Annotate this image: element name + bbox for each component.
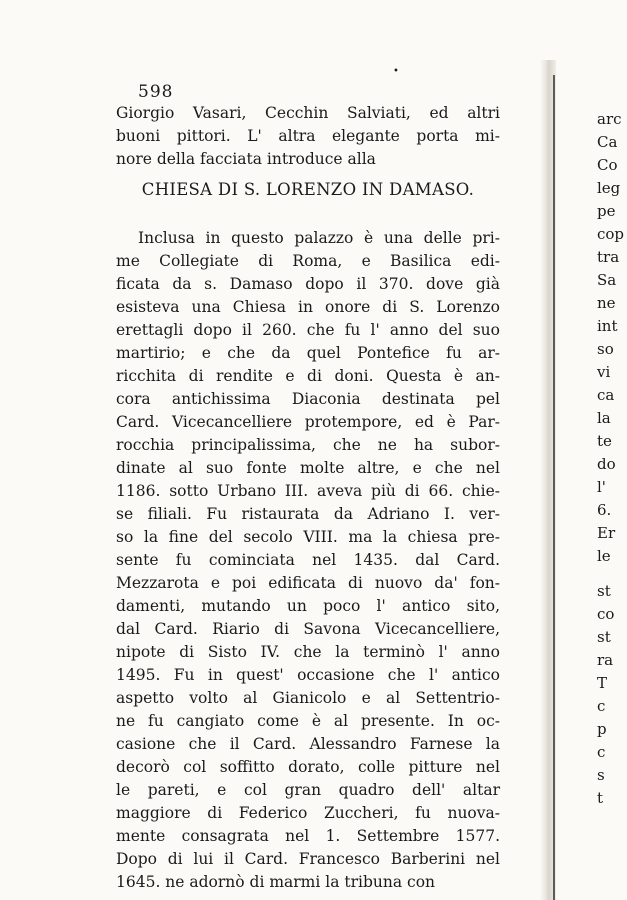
text-line: rocchia principalissima, che ne ha subor- [116, 436, 500, 454]
facing-fragment: st [597, 628, 611, 646]
text-line: Dopo di lui il Card. Francesco Barberini nel [116, 850, 500, 868]
text-line: maggiore di Federico Zuccheri, fu nuova- [116, 804, 500, 822]
facing-fragment: Er [597, 524, 616, 542]
text-line: se filiali. Fu ristaurata da Adriano I. ver- [116, 505, 500, 523]
text-line: sente fu cominciata nel 1435. dal Card. [116, 551, 500, 569]
page-fold-line [553, 75, 555, 900]
facing-fragment: leg [597, 179, 621, 197]
opening-paragraph [116, 102, 500, 171]
facing-fragment: so [597, 340, 614, 358]
facing-fragment: Ca [597, 133, 618, 151]
text-line: Inclusa in questo palazzo è una delle pri- [138, 229, 500, 247]
facing-page-fragments-top [597, 108, 627, 568]
facing-fragment: t [597, 789, 604, 807]
facing-fragment: 6. [597, 501, 612, 519]
text-line: erettagli dopo il 260. che fu l' anno del suo [116, 321, 500, 339]
text-line: nipote di Sisto IV. che la terminò l' anno [116, 643, 500, 661]
facing-fragment: Co [597, 156, 618, 174]
text-line: Mezzarota e poi edificata di nuovo da' fon- [116, 574, 500, 592]
text-line: 1645. ne adornò di marmi la tribuna con [116, 873, 436, 891]
facing-fragment: Sa [597, 271, 617, 289]
text-line: 1495. Fu in quest' occasione che l' antico [116, 666, 500, 684]
facing-fragment: c [597, 697, 606, 715]
facing-fragment: tra [597, 248, 620, 266]
text-line: ficata da s. Damaso dopo il 370. dove già [116, 275, 500, 293]
text-line: esisteva una Chiesa in onore di S. Lorenzo [116, 298, 500, 316]
facing-fragment: vi [597, 363, 611, 381]
section-heading: CHIESA DI S. LORENZO IN DAMASO. [141, 180, 475, 199]
facing-fragment: le [597, 547, 611, 565]
facing-fragment: ca [597, 386, 615, 404]
text-line: decorò col soffitto dorato, colle pitture nel [116, 758, 500, 776]
facing-fragment: int [597, 317, 618, 335]
facing-fragment: arc [597, 110, 622, 128]
facing-fragment: te [597, 432, 612, 450]
facing-fragment: ra [597, 651, 614, 669]
facing-fragment: la [597, 409, 611, 427]
text-line: mente consagrata nel 1. Settembre 1577. [116, 827, 500, 845]
text-line: dinate al suo fonte molte altre, e che nel [116, 459, 500, 477]
text-line: cora antichissima Diaconia destinata pel [116, 390, 500, 408]
text-line: buoni pittori. L' altra elegante porta mi- [116, 127, 500, 145]
text-line: martirio; e che da quel Pontefice fu ar- [116, 344, 500, 362]
facing-page-fragments-bottom [597, 580, 627, 810]
facing-fragment: T [597, 674, 608, 692]
text-line: Card. Vicecancelliere protempore, ed è Par- [116, 413, 500, 431]
facing-fragment: l' [597, 478, 606, 496]
facing-fragment: c [597, 743, 606, 761]
text-line: nore della facciata introduce alla [116, 150, 376, 168]
text-line: casione che il Card. Alessandro Farnese la [116, 735, 500, 753]
facing-fragment: do [597, 455, 616, 473]
text-line: aspetto volto al Gianicolo e al Settentrio- [116, 689, 500, 707]
facing-fragment: ne [597, 294, 616, 312]
facing-fragment: p [597, 720, 607, 738]
facing-fragment: co [597, 605, 615, 623]
text-line: dal Card. Riario di Savona Vicecancelliere, [116, 620, 500, 638]
facing-fragment: st [597, 582, 611, 600]
text-line: me Collegiate di Roma, e Basilica edi- [116, 252, 500, 270]
text-line: Giorgio Vasari, Cecchin Salviati, ed altri [116, 104, 500, 122]
facing-fragment: pe [597, 202, 616, 220]
body-paragraph [116, 227, 500, 894]
text-line: le pareti, e col gran quadro dell' altar [116, 781, 500, 799]
ink-dot: • [393, 66, 399, 77]
facing-fragment: s [597, 766, 605, 784]
text-line: so la fine del secolo VIII. ma la chiesa pre- [116, 528, 500, 546]
text-line: 1186. sotto Urbano III. aveva più di 66. chie- [116, 482, 500, 500]
text-line: ne fu cangiato come è al presente. In oc- [116, 712, 500, 730]
page-number: 598 [138, 82, 174, 102]
text-line: damenti, mutando un poco l' antico sito, [116, 597, 500, 615]
facing-fragment: cop [597, 225, 625, 243]
text-line: ricchita di rendite e di doni. Questa è an- [116, 367, 500, 385]
